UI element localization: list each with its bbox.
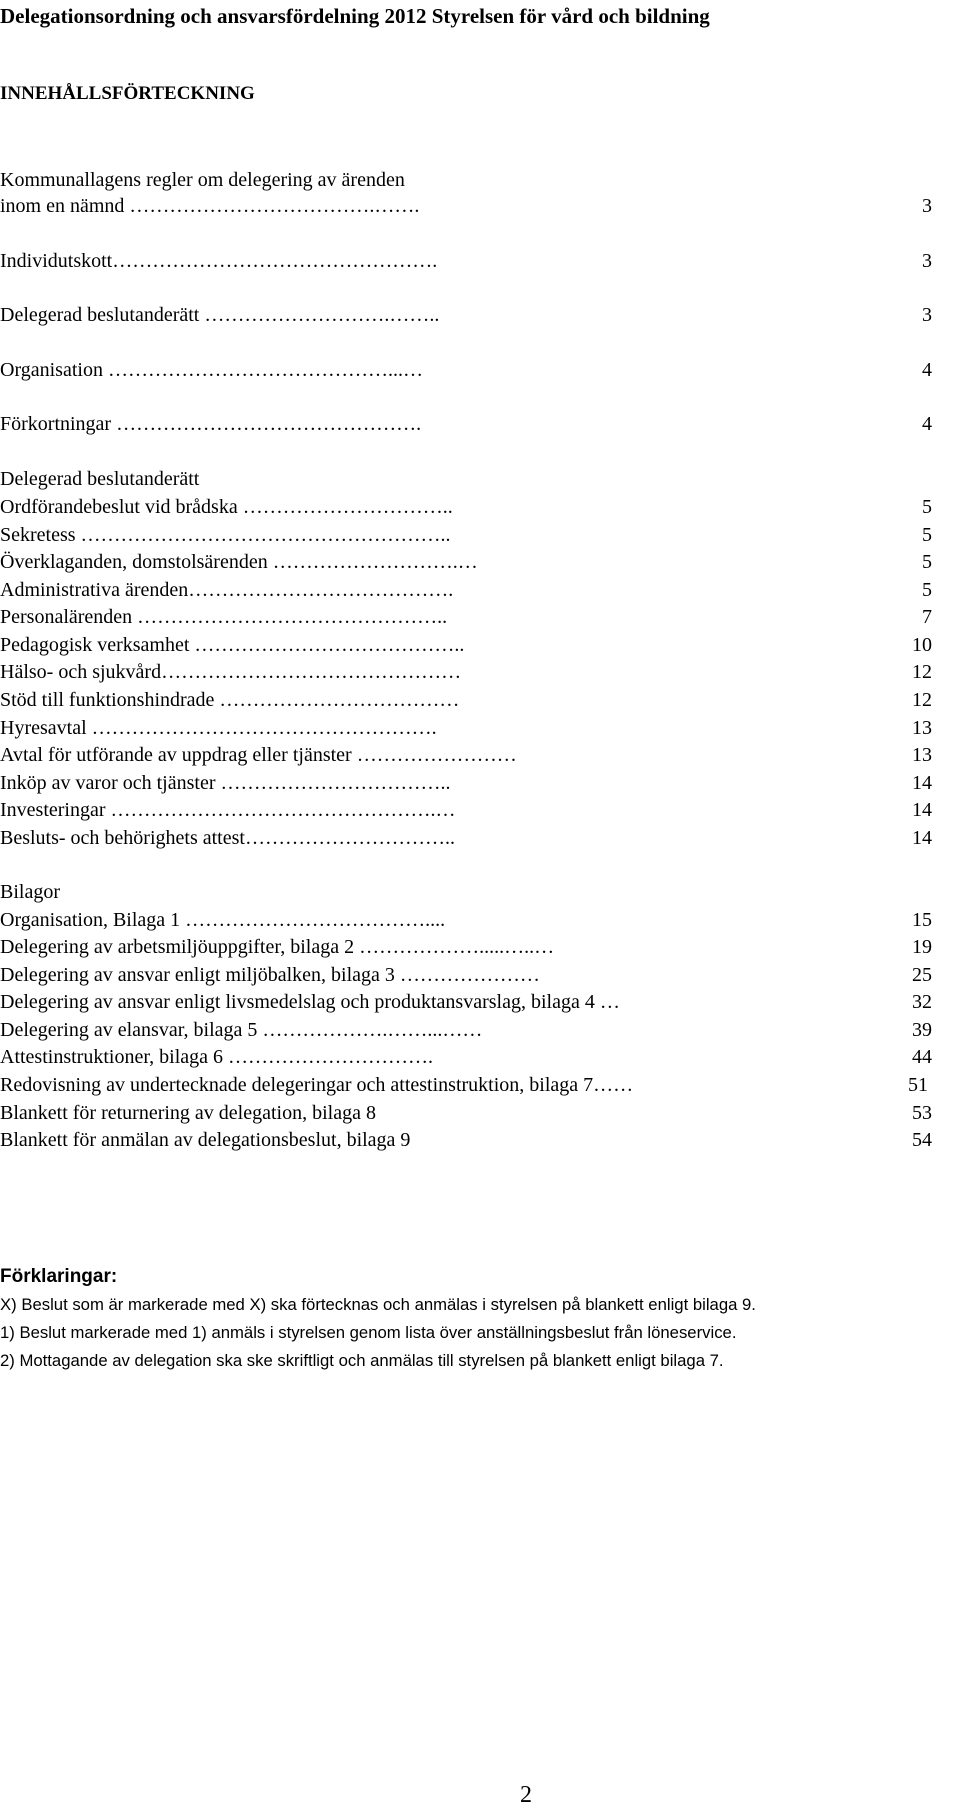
toc-entry-page: 14 — [912, 772, 932, 794]
explanation-line: 1) Beslut markerade med 1) anmäls i styrelsen genom lista över anställningsbeslut från löneservice. — [0, 1323, 737, 1342]
toc-entry-page: 4 — [922, 413, 932, 435]
toc-entry-text: Redovisning av undertecknade delegeringar och attestinstruktion, bilaga 7…… — [0, 1074, 634, 1096]
toc-section-heading: Bilagor — [0, 881, 60, 903]
toc-entry-page: 3 — [922, 195, 932, 217]
toc-entry-page: 5 — [922, 524, 932, 546]
toc-entry-page: 4 — [922, 359, 932, 381]
toc-entry-text: Förkortningar ………………………………………. — [0, 413, 422, 435]
toc-entry-text: Besluts- och behörighets attest………………………….. — [0, 827, 455, 849]
toc-entry-page: 13 — [912, 717, 932, 739]
toc-entry-page: 12 — [912, 661, 932, 683]
toc-entry-text: Hyresavtal ……………………………………………. — [0, 717, 437, 739]
toc-entry-page: 5 — [922, 551, 932, 573]
toc-entry-page: 13 — [912, 744, 932, 766]
toc-entry-text: Pedagogisk verksamhet ………………………………….. — [0, 634, 465, 656]
toc-entry-page: 14 — [912, 827, 932, 849]
toc-entry-text: Personalärenden ……………………………………….. — [0, 606, 448, 628]
toc-entry-text: Inköp av varor och tjänster …………………………….. — [0, 772, 451, 794]
toc-entry-page: 51 — [908, 1074, 928, 1096]
toc-entry-text: Investeringar ………………………………………….… — [0, 799, 456, 821]
toc-entry-page: 10 — [912, 634, 932, 656]
toc-entry-text: Delegering av ansvar enligt miljöbalken, bilaga 3 ………………… — [0, 964, 540, 986]
toc-entry-page: 53 — [912, 1102, 932, 1124]
toc-entry-text: Organisation ……………………………………...… — [0, 359, 423, 381]
toc-entry-text: Delegering av ansvar enligt livsmedelslag och produktansvarslag, bilaga 4 … — [0, 991, 620, 1013]
toc-entry-text: Sekretess ……………………………………………….. — [0, 524, 451, 546]
toc-entry-page: 15 — [912, 909, 932, 931]
toc-entry-text: inom en nämnd ……………………………….……. — [0, 195, 420, 217]
explanation-line: X) Beslut som är markerade med X) ska förtecknas och anmälas i styrelsen på blankett enligt bilaga 9. — [0, 1295, 756, 1314]
toc-entry-text: Delegerad beslutanderätt ……………………….…….. — [0, 304, 440, 326]
toc-entry-page: 5 — [922, 496, 932, 518]
document-title: Delegationsordning och ansvarsfördelning 2012 Styrelsen för vård och bildning — [0, 4, 710, 28]
toc-entry-text: Överklaganden, domstolsärenden ……………………….… — [0, 551, 478, 573]
toc-entry-page: 5 — [922, 579, 932, 601]
toc-entry-text: Stöd till funktionshindrade ……………………………… — [0, 689, 460, 711]
toc-entry-text: Avtal för utförande av uppdrag eller tjänster …………………… — [0, 744, 517, 766]
toc-entry-page: 7 — [922, 606, 932, 628]
toc-entry-page: 19 — [912, 936, 932, 958]
toc-entry-text: Hälso- och sjukvård……………………………………… — [0, 661, 462, 683]
toc-entry-text: Blankett för returnering av delegation, bilaga 8 — [0, 1102, 376, 1124]
toc-entry-text: Blankett för anmälan av delegationsbeslut, bilaga 9 — [0, 1129, 411, 1151]
toc-entry-page: 44 — [912, 1046, 932, 1068]
toc-entry-text: Delegering av elansvar, bilaga 5 ……………….……...…… — [0, 1019, 483, 1041]
toc-entry-text: Delegering av arbetsmiljöuppgifter, bilaga 2 ……………….....…..… — [0, 936, 555, 958]
toc-entry-page: 32 — [912, 991, 932, 1013]
explanations-heading: Förklaringar: — [0, 1266, 118, 1287]
toc-entry-page: 25 — [912, 964, 932, 986]
toc-entry-text: Ordförandebeslut vid brådska ………………………….. — [0, 496, 453, 518]
toc-section-heading: Delegerad beslutanderätt — [0, 468, 200, 490]
toc-entry-page: 39 — [912, 1019, 932, 1041]
toc-entry-text: Kommunallagens regler om delegering av ärenden — [0, 169, 405, 191]
toc-entry-text: Organisation, Bilaga 1 ……………………………….... — [0, 909, 446, 931]
toc-entry-page: 12 — [912, 689, 932, 711]
toc-entry-text: Individutskott…………………………………………. — [0, 250, 438, 272]
explanation-line: 2) Mottagande av delegation ska ske skriftligt och anmälas till styrelsen på blankett enligt bilaga 7. — [0, 1351, 724, 1370]
toc-entry-page: 3 — [922, 304, 932, 326]
toc-entry-text: Administrativa ärenden…………………………………. — [0, 579, 454, 601]
toc-entry-page: 54 — [912, 1129, 932, 1151]
toc-entry-text: Attestinstruktioner, bilaga 6 …………………………. — [0, 1046, 434, 1068]
page-number: 2 — [520, 1782, 532, 1808]
toc-entry-page: 3 — [922, 250, 932, 272]
toc-entry-page: 14 — [912, 799, 932, 821]
toc-heading: INNEHÅLLSFÖRTECKNING — [0, 83, 255, 104]
